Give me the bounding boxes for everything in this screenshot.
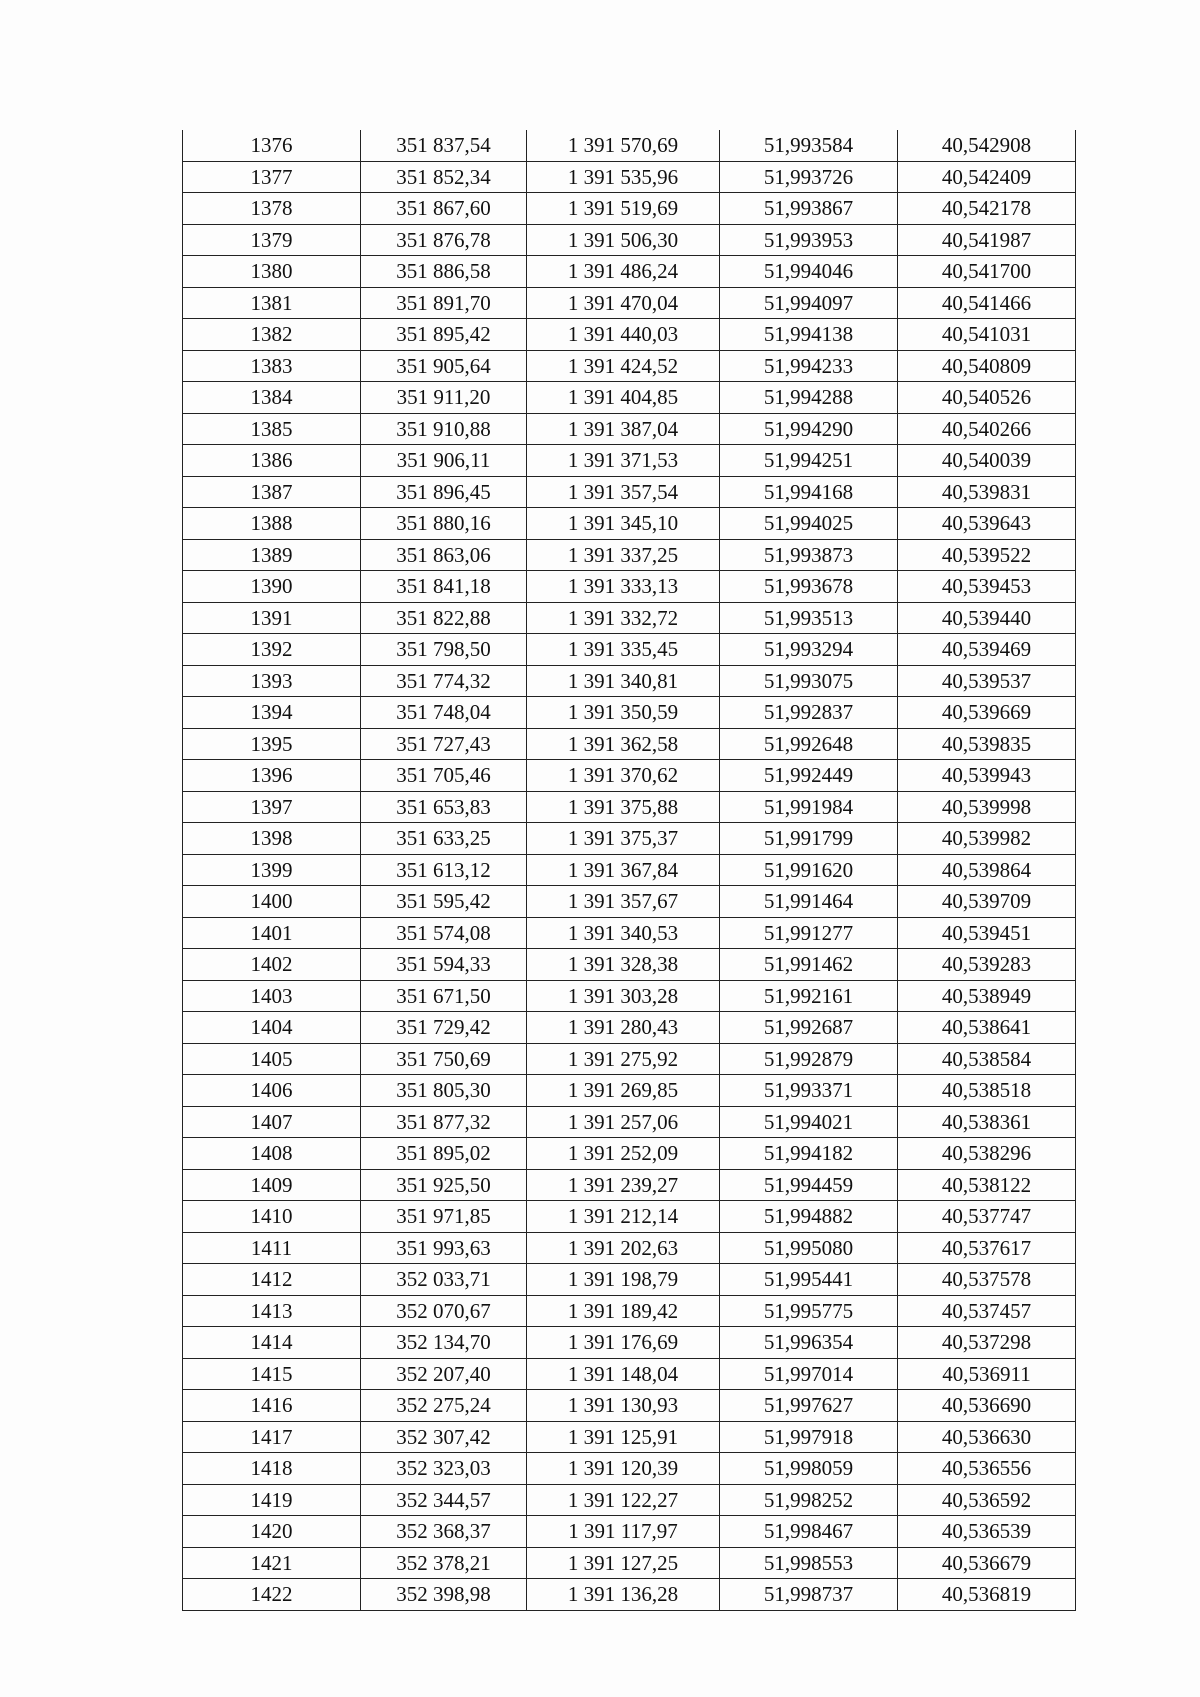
point-number-cell: 1405	[183, 1043, 361, 1075]
table-row	[183, 382, 1076, 414]
x-coordinate-cell: 351 863,06	[361, 539, 527, 571]
y-coordinate-cell: 1 391 375,88	[527, 791, 720, 823]
longitude-cell: 40,538361	[898, 1106, 1076, 1138]
y-coordinate-cell: 1 391 332,72	[527, 602, 720, 634]
table-row	[183, 886, 1076, 918]
y-coordinate-cell: 1 391 176,69	[527, 1327, 720, 1359]
y-coordinate-cell: 1 391 506,30	[527, 224, 720, 256]
point-number-cell: 1418	[183, 1453, 361, 1485]
latitude-cell: 51,997014	[720, 1358, 898, 1390]
longitude-cell: 40,536819	[898, 1579, 1076, 1611]
longitude-cell: 40,539453	[898, 571, 1076, 603]
latitude-cell: 51,998467	[720, 1516, 898, 1548]
y-coordinate-cell: 1 391 275,92	[527, 1043, 720, 1075]
x-coordinate-cell: 351 911,20	[361, 382, 527, 414]
table-row	[183, 1484, 1076, 1516]
x-coordinate-cell: 351 727,43	[361, 728, 527, 760]
x-coordinate-cell: 351 798,50	[361, 634, 527, 666]
point-number-cell: 1417	[183, 1421, 361, 1453]
y-coordinate-cell: 1 391 357,67	[527, 886, 720, 918]
y-coordinate-cell: 1 391 269,85	[527, 1075, 720, 1107]
longitude-cell: 40,537747	[898, 1201, 1076, 1233]
table-row	[183, 508, 1076, 540]
point-number-cell: 1406	[183, 1075, 361, 1107]
table-row	[183, 665, 1076, 697]
y-coordinate-cell: 1 391 519,69	[527, 193, 720, 225]
longitude-cell: 40,539522	[898, 539, 1076, 571]
x-coordinate-cell: 351 867,60	[361, 193, 527, 225]
point-number-cell: 1387	[183, 476, 361, 508]
x-coordinate-cell: 351 594,33	[361, 949, 527, 981]
table-row	[183, 602, 1076, 634]
x-coordinate-cell: 352 070,67	[361, 1295, 527, 1327]
point-number-cell: 1414	[183, 1327, 361, 1359]
table-row	[183, 1232, 1076, 1264]
y-coordinate-cell: 1 391 125,91	[527, 1421, 720, 1453]
longitude-cell: 40,536690	[898, 1390, 1076, 1422]
longitude-cell: 40,536679	[898, 1547, 1076, 1579]
point-number-cell: 1395	[183, 728, 361, 760]
point-number-cell: 1422	[183, 1579, 361, 1611]
point-number-cell: 1378	[183, 193, 361, 225]
x-coordinate-cell: 351 705,46	[361, 760, 527, 792]
longitude-cell: 40,539669	[898, 697, 1076, 729]
latitude-cell: 51,994288	[720, 382, 898, 414]
latitude-cell: 51,997918	[720, 1421, 898, 1453]
point-number-cell: 1396	[183, 760, 361, 792]
x-coordinate-cell: 352 398,98	[361, 1579, 527, 1611]
y-coordinate-cell: 1 391 340,81	[527, 665, 720, 697]
latitude-cell: 51,997627	[720, 1390, 898, 1422]
point-number-cell: 1397	[183, 791, 361, 823]
table-row	[183, 1516, 1076, 1548]
table-row	[183, 697, 1076, 729]
longitude-cell: 40,539864	[898, 854, 1076, 886]
y-coordinate-cell: 1 391 404,85	[527, 382, 720, 414]
longitude-cell: 40,540039	[898, 445, 1076, 477]
x-coordinate-cell: 351 886,58	[361, 256, 527, 288]
point-number-cell: 1389	[183, 539, 361, 571]
point-number-cell: 1419	[183, 1484, 361, 1516]
point-number-cell: 1381	[183, 287, 361, 319]
latitude-cell: 51,994021	[720, 1106, 898, 1138]
latitude-cell: 51,994168	[720, 476, 898, 508]
longitude-cell: 40,540809	[898, 350, 1076, 382]
x-coordinate-cell: 352 207,40	[361, 1358, 527, 1390]
y-coordinate-cell: 1 391 333,13	[527, 571, 720, 603]
longitude-cell: 40,540266	[898, 413, 1076, 445]
table-row	[183, 1579, 1076, 1611]
y-coordinate-cell: 1 391 303,28	[527, 980, 720, 1012]
point-number-cell: 1400	[183, 886, 361, 918]
table-row	[183, 1201, 1076, 1233]
latitude-cell: 51,991462	[720, 949, 898, 981]
y-coordinate-cell: 1 391 337,25	[527, 539, 720, 571]
latitude-cell: 51,994025	[720, 508, 898, 540]
longitude-cell: 40,539998	[898, 791, 1076, 823]
y-coordinate-cell: 1 391 350,59	[527, 697, 720, 729]
table-row	[183, 1264, 1076, 1296]
latitude-cell: 51,994882	[720, 1201, 898, 1233]
latitude-cell: 51,992879	[720, 1043, 898, 1075]
x-coordinate-cell: 351 805,30	[361, 1075, 527, 1107]
y-coordinate-cell: 1 391 362,58	[527, 728, 720, 760]
longitude-cell: 40,538641	[898, 1012, 1076, 1044]
x-coordinate-cell: 351 852,34	[361, 161, 527, 193]
longitude-cell: 40,539709	[898, 886, 1076, 918]
table-row	[183, 224, 1076, 256]
table-row	[183, 413, 1076, 445]
table-row	[183, 980, 1076, 1012]
y-coordinate-cell: 1 391 136,28	[527, 1579, 720, 1611]
longitude-cell: 40,538518	[898, 1075, 1076, 1107]
latitude-cell: 51,994251	[720, 445, 898, 477]
table-row	[183, 1075, 1076, 1107]
table-row	[183, 130, 1076, 161]
y-coordinate-cell: 1 391 252,09	[527, 1138, 720, 1170]
point-number-cell: 1382	[183, 319, 361, 351]
point-number-cell: 1384	[183, 382, 361, 414]
table-row	[183, 193, 1076, 225]
longitude-cell: 40,537617	[898, 1232, 1076, 1264]
point-number-cell: 1394	[183, 697, 361, 729]
point-number-cell: 1413	[183, 1295, 361, 1327]
latitude-cell: 51,993873	[720, 539, 898, 571]
longitude-cell: 40,539835	[898, 728, 1076, 760]
latitude-cell: 51,998059	[720, 1453, 898, 1485]
latitude-cell: 51,993075	[720, 665, 898, 697]
point-number-cell: 1404	[183, 1012, 361, 1044]
table-row	[183, 1327, 1076, 1359]
latitude-cell: 51,991984	[720, 791, 898, 823]
y-coordinate-cell: 1 391 198,79	[527, 1264, 720, 1296]
latitude-cell: 51,998252	[720, 1484, 898, 1516]
y-coordinate-cell: 1 391 335,45	[527, 634, 720, 666]
x-coordinate-cell: 351 877,32	[361, 1106, 527, 1138]
latitude-cell: 51,995080	[720, 1232, 898, 1264]
latitude-cell: 51,993371	[720, 1075, 898, 1107]
point-number-cell: 1386	[183, 445, 361, 477]
longitude-cell: 40,541031	[898, 319, 1076, 351]
latitude-cell: 51,991799	[720, 823, 898, 855]
x-coordinate-cell: 351 774,32	[361, 665, 527, 697]
point-number-cell: 1411	[183, 1232, 361, 1264]
x-coordinate-cell: 351 971,85	[361, 1201, 527, 1233]
y-coordinate-cell: 1 391 189,42	[527, 1295, 720, 1327]
point-number-cell: 1398	[183, 823, 361, 855]
point-number-cell: 1401	[183, 917, 361, 949]
table-row	[183, 539, 1076, 571]
x-coordinate-cell: 352 323,03	[361, 1453, 527, 1485]
x-coordinate-cell: 352 134,70	[361, 1327, 527, 1359]
point-number-cell: 1416	[183, 1390, 361, 1422]
latitude-cell: 51,991464	[720, 886, 898, 918]
latitude-cell: 51,995441	[720, 1264, 898, 1296]
longitude-cell: 40,541466	[898, 287, 1076, 319]
y-coordinate-cell: 1 391 120,39	[527, 1453, 720, 1485]
y-coordinate-cell: 1 391 239,27	[527, 1169, 720, 1201]
longitude-cell: 40,537298	[898, 1327, 1076, 1359]
latitude-cell: 51,993726	[720, 161, 898, 193]
y-coordinate-cell: 1 391 440,03	[527, 319, 720, 351]
longitude-cell: 40,536539	[898, 1516, 1076, 1548]
latitude-cell: 51,998737	[720, 1579, 898, 1611]
longitude-cell: 40,539451	[898, 917, 1076, 949]
latitude-cell: 51,998553	[720, 1547, 898, 1579]
x-coordinate-cell: 352 344,57	[361, 1484, 527, 1516]
table-row	[183, 823, 1076, 855]
table-row	[183, 634, 1076, 666]
latitude-cell: 51,993953	[720, 224, 898, 256]
point-number-cell: 1403	[183, 980, 361, 1012]
y-coordinate-cell: 1 391 130,93	[527, 1390, 720, 1422]
y-coordinate-cell: 1 391 375,37	[527, 823, 720, 855]
point-number-cell: 1379	[183, 224, 361, 256]
y-coordinate-cell: 1 391 328,38	[527, 949, 720, 981]
point-number-cell: 1415	[183, 1358, 361, 1390]
table-row	[183, 1390, 1076, 1422]
latitude-cell: 51,991277	[720, 917, 898, 949]
latitude-cell: 51,993867	[720, 193, 898, 225]
latitude-cell: 51,993513	[720, 602, 898, 634]
x-coordinate-cell: 351 895,02	[361, 1138, 527, 1170]
x-coordinate-cell: 351 613,12	[361, 854, 527, 886]
x-coordinate-cell: 351 653,83	[361, 791, 527, 823]
y-coordinate-cell: 1 391 257,06	[527, 1106, 720, 1138]
table-row	[183, 287, 1076, 319]
latitude-cell: 51,991620	[720, 854, 898, 886]
point-number-cell: 1390	[183, 571, 361, 603]
point-number-cell: 1402	[183, 949, 361, 981]
longitude-cell: 40,538122	[898, 1169, 1076, 1201]
longitude-cell: 40,539643	[898, 508, 1076, 540]
table-row	[183, 1421, 1076, 1453]
latitude-cell: 51,994097	[720, 287, 898, 319]
point-number-cell: 1385	[183, 413, 361, 445]
latitude-cell: 51,996354	[720, 1327, 898, 1359]
x-coordinate-cell: 351 595,42	[361, 886, 527, 918]
table-row	[183, 1012, 1076, 1044]
x-coordinate-cell: 351 910,88	[361, 413, 527, 445]
point-number-cell: 1376	[183, 130, 361, 161]
y-coordinate-cell: 1 391 280,43	[527, 1012, 720, 1044]
longitude-cell: 40,538296	[898, 1138, 1076, 1170]
longitude-cell: 40,542908	[898, 130, 1076, 161]
y-coordinate-cell: 1 391 148,04	[527, 1358, 720, 1390]
table-row	[183, 728, 1076, 760]
x-coordinate-cell: 351 841,18	[361, 571, 527, 603]
longitude-cell: 40,541700	[898, 256, 1076, 288]
longitude-cell: 40,542409	[898, 161, 1076, 193]
coordinates-table	[182, 130, 1076, 1611]
longitude-cell: 40,539283	[898, 949, 1076, 981]
latitude-cell: 51,992837	[720, 697, 898, 729]
y-coordinate-cell: 1 391 367,84	[527, 854, 720, 886]
x-coordinate-cell: 351 729,42	[361, 1012, 527, 1044]
y-coordinate-cell: 1 391 127,25	[527, 1547, 720, 1579]
latitude-cell: 51,994182	[720, 1138, 898, 1170]
latitude-cell: 51,992161	[720, 980, 898, 1012]
table-row	[183, 445, 1076, 477]
x-coordinate-cell: 351 880,16	[361, 508, 527, 540]
x-coordinate-cell: 351 993,63	[361, 1232, 527, 1264]
longitude-cell: 40,539440	[898, 602, 1076, 634]
latitude-cell: 51,993294	[720, 634, 898, 666]
table-row	[183, 256, 1076, 288]
table-row	[183, 1043, 1076, 1075]
table-row	[183, 949, 1076, 981]
x-coordinate-cell: 351 574,08	[361, 917, 527, 949]
longitude-cell: 40,536592	[898, 1484, 1076, 1516]
longitude-cell: 40,540526	[898, 382, 1076, 414]
y-coordinate-cell: 1 391 340,53	[527, 917, 720, 949]
x-coordinate-cell: 351 905,64	[361, 350, 527, 382]
x-coordinate-cell: 351 633,25	[361, 823, 527, 855]
latitude-cell: 51,993678	[720, 571, 898, 603]
point-number-cell: 1407	[183, 1106, 361, 1138]
x-coordinate-cell: 351 891,70	[361, 287, 527, 319]
longitude-cell: 40,539469	[898, 634, 1076, 666]
point-number-cell: 1421	[183, 1547, 361, 1579]
table-row	[183, 571, 1076, 603]
y-coordinate-cell: 1 391 470,04	[527, 287, 720, 319]
y-coordinate-cell: 1 391 370,62	[527, 760, 720, 792]
latitude-cell: 51,994459	[720, 1169, 898, 1201]
longitude-cell: 40,539982	[898, 823, 1076, 855]
x-coordinate-cell: 351 671,50	[361, 980, 527, 1012]
longitude-cell: 40,539537	[898, 665, 1076, 697]
x-coordinate-cell: 351 896,45	[361, 476, 527, 508]
y-coordinate-cell: 1 391 424,52	[527, 350, 720, 382]
point-number-cell: 1399	[183, 854, 361, 886]
latitude-cell: 51,992687	[720, 1012, 898, 1044]
longitude-cell: 40,536556	[898, 1453, 1076, 1485]
point-number-cell: 1377	[183, 161, 361, 193]
x-coordinate-cell: 352 378,21	[361, 1547, 527, 1579]
x-coordinate-cell: 351 876,78	[361, 224, 527, 256]
table-row	[183, 917, 1076, 949]
longitude-cell: 40,537457	[898, 1295, 1076, 1327]
x-coordinate-cell: 352 275,24	[361, 1390, 527, 1422]
x-coordinate-cell: 351 837,54	[361, 130, 527, 161]
latitude-cell: 51,992648	[720, 728, 898, 760]
x-coordinate-cell: 352 033,71	[361, 1264, 527, 1296]
table-row	[183, 1169, 1076, 1201]
table-row	[183, 1295, 1076, 1327]
x-coordinate-cell: 351 895,42	[361, 319, 527, 351]
longitude-cell: 40,538949	[898, 980, 1076, 1012]
longitude-cell: 40,538584	[898, 1043, 1076, 1075]
latitude-cell: 51,994233	[720, 350, 898, 382]
table-row	[183, 1106, 1076, 1138]
x-coordinate-cell: 351 906,11	[361, 445, 527, 477]
table-row	[183, 791, 1076, 823]
table-row	[183, 1138, 1076, 1170]
point-number-cell: 1408	[183, 1138, 361, 1170]
latitude-cell: 51,993584	[720, 130, 898, 161]
coordinates-table-body	[183, 130, 1076, 1610]
point-number-cell: 1383	[183, 350, 361, 382]
table-row	[183, 350, 1076, 382]
point-number-cell: 1393	[183, 665, 361, 697]
point-number-cell: 1391	[183, 602, 361, 634]
latitude-cell: 51,992449	[720, 760, 898, 792]
y-coordinate-cell: 1 391 570,69	[527, 130, 720, 161]
table-row	[183, 1547, 1076, 1579]
y-coordinate-cell: 1 391 202,63	[527, 1232, 720, 1264]
longitude-cell: 40,541987	[898, 224, 1076, 256]
y-coordinate-cell: 1 391 387,04	[527, 413, 720, 445]
y-coordinate-cell: 1 391 371,53	[527, 445, 720, 477]
longitude-cell: 40,536630	[898, 1421, 1076, 1453]
x-coordinate-cell: 352 368,37	[361, 1516, 527, 1548]
y-coordinate-cell: 1 391 486,24	[527, 256, 720, 288]
point-number-cell: 1392	[183, 634, 361, 666]
point-number-cell: 1388	[183, 508, 361, 540]
table-row	[183, 1453, 1076, 1485]
y-coordinate-cell: 1 391 357,54	[527, 476, 720, 508]
table-row	[183, 476, 1076, 508]
x-coordinate-cell: 351 822,88	[361, 602, 527, 634]
y-coordinate-cell: 1 391 117,97	[527, 1516, 720, 1548]
table-row	[183, 161, 1076, 193]
longitude-cell: 40,542178	[898, 193, 1076, 225]
point-number-cell: 1420	[183, 1516, 361, 1548]
table-row	[183, 1358, 1076, 1390]
point-number-cell: 1380	[183, 256, 361, 288]
x-coordinate-cell: 351 750,69	[361, 1043, 527, 1075]
y-coordinate-cell: 1 391 345,10	[527, 508, 720, 540]
y-coordinate-cell: 1 391 212,14	[527, 1201, 720, 1233]
longitude-cell: 40,537578	[898, 1264, 1076, 1296]
longitude-cell: 40,539831	[898, 476, 1076, 508]
y-coordinate-cell: 1 391 535,96	[527, 161, 720, 193]
table-row	[183, 319, 1076, 351]
latitude-cell: 51,994138	[720, 319, 898, 351]
point-number-cell: 1410	[183, 1201, 361, 1233]
table-row	[183, 760, 1076, 792]
y-coordinate-cell: 1 391 122,27	[527, 1484, 720, 1516]
latitude-cell: 51,994046	[720, 256, 898, 288]
point-number-cell: 1412	[183, 1264, 361, 1296]
x-coordinate-cell: 351 748,04	[361, 697, 527, 729]
x-coordinate-cell: 351 925,50	[361, 1169, 527, 1201]
longitude-cell: 40,539943	[898, 760, 1076, 792]
table-row	[183, 854, 1076, 886]
longitude-cell: 40,536911	[898, 1358, 1076, 1390]
x-coordinate-cell: 352 307,42	[361, 1421, 527, 1453]
latitude-cell: 51,995775	[720, 1295, 898, 1327]
latitude-cell: 51,994290	[720, 413, 898, 445]
point-number-cell: 1409	[183, 1169, 361, 1201]
